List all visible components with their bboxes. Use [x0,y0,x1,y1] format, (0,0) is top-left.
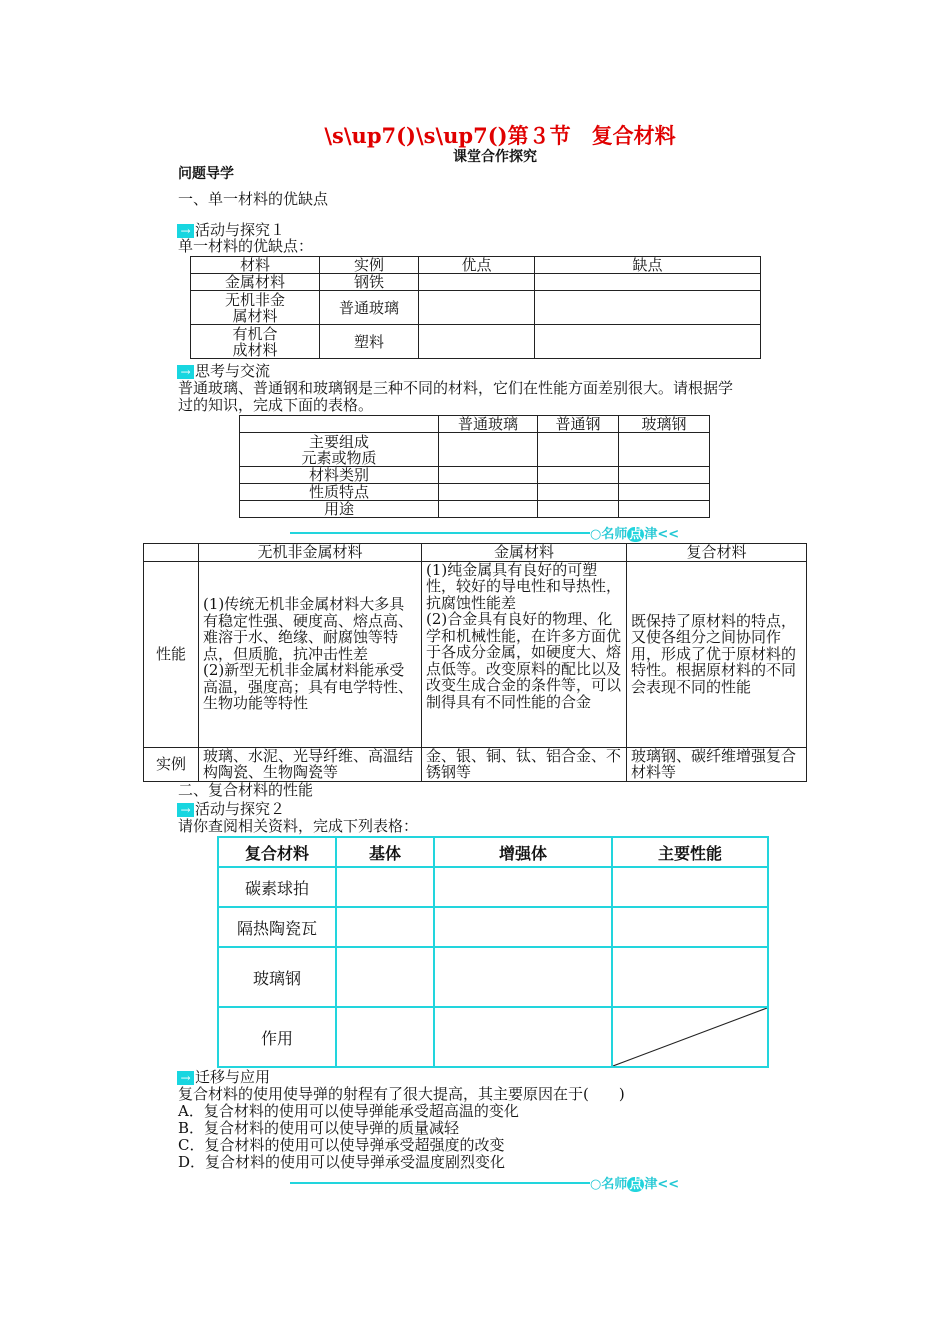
single-material-table [190,256,761,359]
table-header: 主要性能 [612,837,768,867]
part2-intro: 请你查阅相关资料，完成下列表格： [178,817,419,835]
table-cell: 钢铁 [320,274,419,291]
teacher-tip-badge: ○名师 点 津<< [590,527,680,542]
diagonal-line [613,1008,767,1066]
glass-steel-table [239,415,710,518]
think-label: → 思考与交流 [177,363,270,380]
table-header: 复合材料 [218,837,336,867]
part1-heading: 一、单一材料的优缺点 [178,190,329,208]
arrow-marker-icon: → [177,224,194,238]
table-header: 复合材料 [627,544,807,562]
table-cell: 玻璃钢、碳纤维增强复合材料等 [627,747,807,781]
section-divider [290,532,590,534]
option-a: A．复合材料的使用可以使导弹能承受超高温的变化 [178,1102,519,1120]
section-divider [290,1182,590,1184]
section-guide-heading: 问题导学 [178,166,234,182]
table-cell: 无机非金 属材料 [191,291,320,325]
part1-intro: 单一材料的优缺点： [178,237,314,255]
table-cell: 隔热陶瓷瓦 [218,907,336,947]
activity-2-label: → 活动与探究２ [177,801,285,818]
table-cell: 金、银、铜、钛、铝合金、不锈钢等 [422,747,627,781]
question-text: 复合材料的使用使导弹的射程有了很大提高，其主要原因在于( ) [178,1085,625,1103]
table-cell: 金属材料 [191,274,320,291]
table-cell: 普通玻璃 [320,291,419,325]
table-header-empty [144,544,199,562]
think-text-line1: 普通玻璃、普通钢和玻璃钢是三种不同的材料，它们在性能方面差别很大。请根据学 [178,379,734,397]
table-header: 普通钢 [538,416,619,433]
teacher-tip-badge: ○名师 点 津<< [590,1177,680,1192]
table-header: 材料 [191,257,320,274]
table-header-empty [240,416,439,433]
table-cell: 作用 [218,1007,336,1067]
table-cell-empty [419,274,535,291]
table-cell-empty [535,274,761,291]
page-subtitle: 课堂合作探究 [453,149,537,165]
arrow-marker-icon: → [177,803,194,817]
table-header: 玻璃钢 [619,416,710,433]
table-cell-empty [535,291,761,325]
page-title: \s\up7()\s\up7()第３节 复合材料 [324,123,676,148]
transfer-label: → 迁移与应用 [177,1069,270,1086]
arrow-marker-icon: → [177,1071,194,1085]
table-cell: 玻璃钢 [218,947,336,1007]
table-cell: 碳素球拍 [218,867,336,907]
table-cell: 用途 [240,501,439,518]
table-cell: (1)传统无机非金属材料大多具有稳定性强、硬度高、熔点高、难溶于水、绝缘、耐腐蚀等特点，但质脆，抗冲击性差 (2)新型无机非金属材料能承受高温，强度高；具有电学特性、生物功能等特性 [199,561,422,747]
table-header: 增强体 [434,837,612,867]
table-cell: 材料类别 [240,467,439,484]
table-header: 普通玻璃 [439,416,538,433]
row-label: 性能 [144,561,199,747]
part2-heading: 二、复合材料的性能 [178,781,314,799]
activity-1-text: 活动与探究１ [195,221,286,239]
table-cell: (1)纯金属具有良好的可塑性，较好的导电性和导热性，抗腐蚀性能差 (2)合金具有良好的物理、化学和机械性能，在许多方面优于各成分金属，如硬度大、熔点低等。改变原料的配比以及改变生成合金的条件等，可以制得具有不同性能的合金 [422,561,627,747]
table-cell-empty [419,325,535,359]
option-c: C．复合材料的使用可以使导弹承受超强度的改变 [178,1136,505,1154]
table-header: 金属材料 [422,544,627,562]
table-cell: 性质特点 [240,484,439,501]
table-cell-empty [419,291,535,325]
option-d: D．复合材料的使用可以使导弹承受温度剧烈变化 [178,1153,506,1171]
table-cell-empty [535,325,761,359]
table-header: 缺点 [535,257,761,274]
table-header: 优点 [419,257,535,274]
arrow-marker-icon: → [177,365,194,379]
table-cell: 有机合 成材料 [191,325,320,359]
table-header: 实例 [320,257,419,274]
table-cell: 既保持了原材料的特点，又使各组分之间协同作用，形成了优于原材料的特性。根据原材料的不同会表现不同的性能 [627,561,807,747]
composite-material-table [217,836,769,1068]
table-header: 无机非金属材料 [199,544,422,562]
table-header: 基体 [336,837,434,867]
table-cell: 塑料 [320,325,419,359]
teacher-comparison-table [143,543,807,782]
table-cell: 主要组成 元素或物质 [240,433,439,467]
table-cell: 玻璃、水泥、光导纤维、高温结构陶瓷、生物陶瓷等 [199,747,422,781]
option-b: B．复合材料的使用可以使导弹的质量减轻 [178,1119,460,1137]
diagonal-cell [612,1007,768,1067]
row-label: 实例 [144,747,199,781]
think-text-line2: 过的知识，完成下面的表格。 [178,396,374,414]
